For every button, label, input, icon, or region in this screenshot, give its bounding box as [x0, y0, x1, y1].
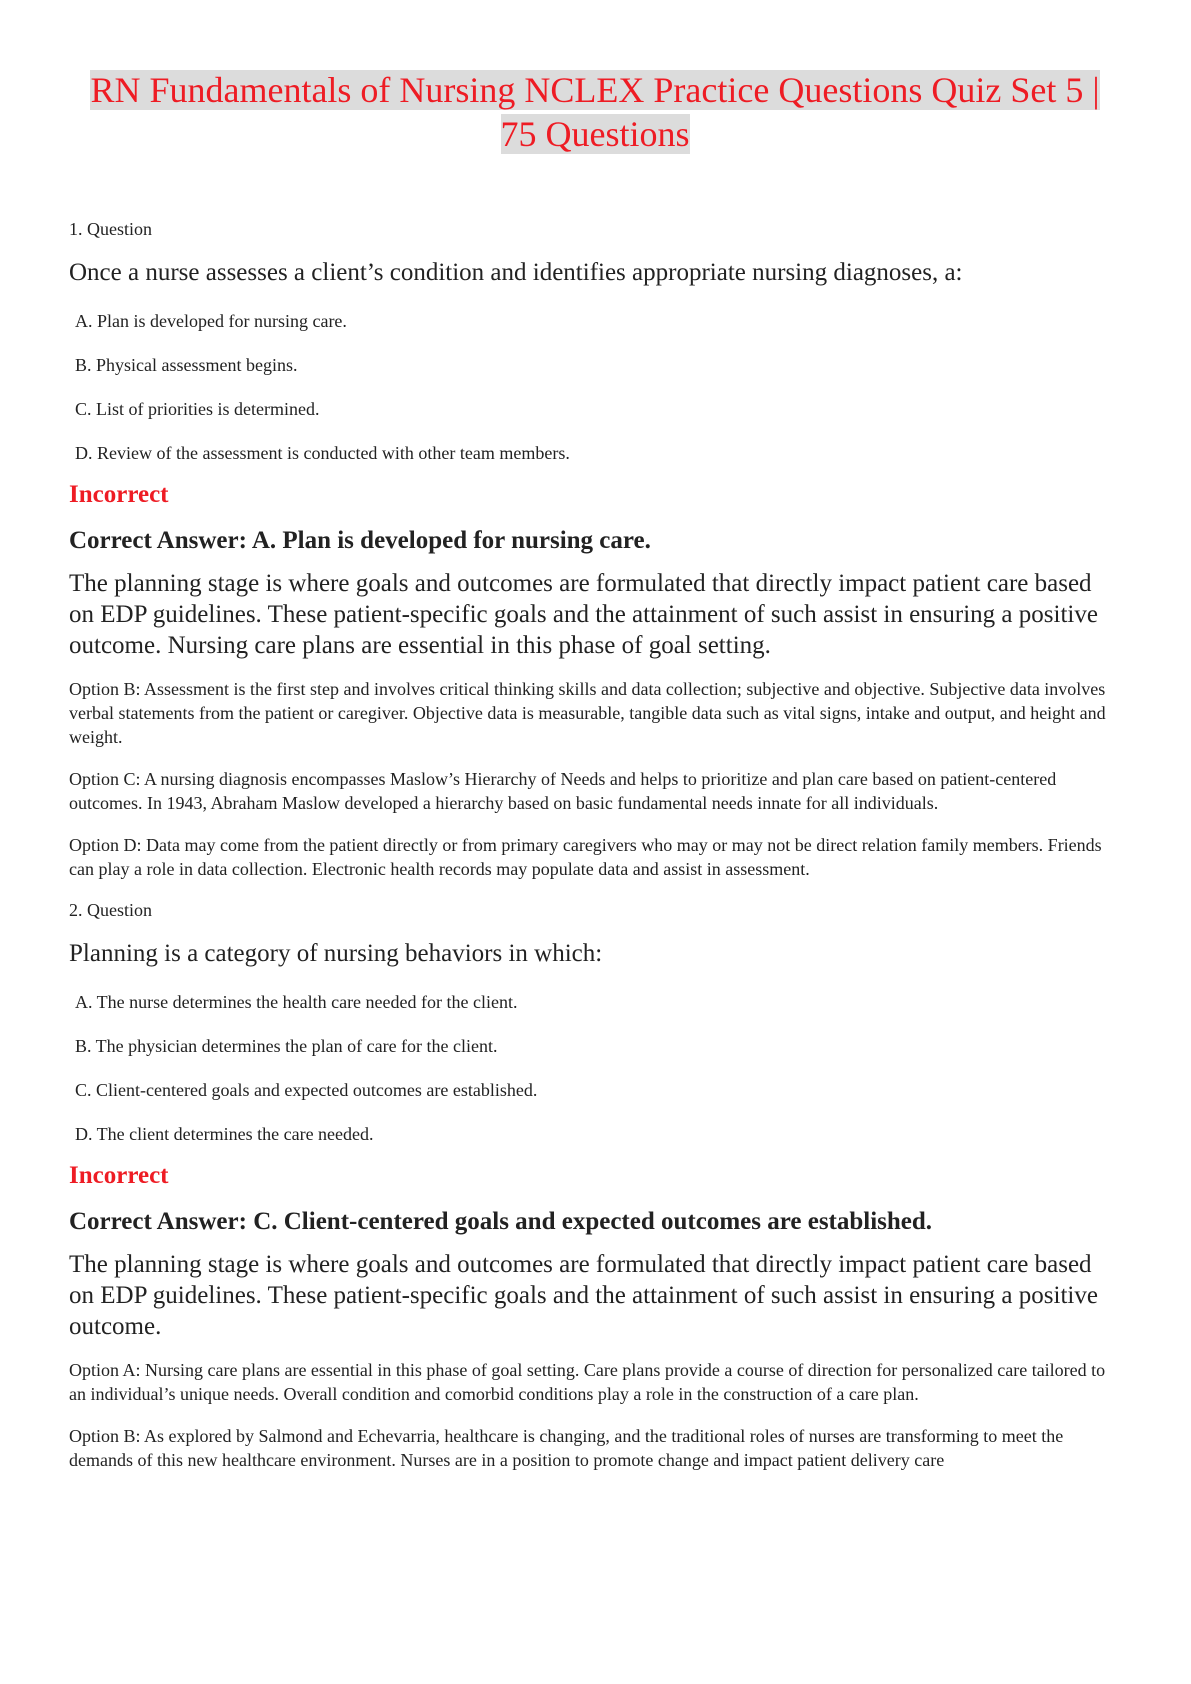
correct-answer: Correct Answer: A. Plan is developed for nursing care.: [69, 527, 651, 554]
option-rationale: Option D: Data may come from the patient directly or from primary caregivers who may or may not be direct relation family members. Friends can play a role in data collection. Electronic health records may populate data and assist in assessment.: [69, 835, 1102, 879]
question-block-1: [69, 218, 1121, 881]
title-container: [69, 0, 1121, 156]
correct-answer: Correct Answer: C. Client-centered goals and expected outcomes are established.: [69, 1208, 933, 1235]
option-b: B. Physical assessment begins.: [75, 355, 298, 375]
option-rationale: Option A: Nursing care plans are essential in this phase of goal setting. Care plans provide a course of direction for personalized care tailored to an individual’s unique needs. Overall condition and comorbid conditions play a role in the construction of a care plan.: [69, 1360, 1106, 1404]
option-list: [69, 310, 1121, 464]
answer-explanation: The planning stage is where goals and outcomes are formulated that directly impact patient care based on EDP guidelines. These patient-specific goals and the attainment of such assist in ensuring a positive outcome. Nursing care plans are essential in this phase of goal setting.: [69, 570, 1098, 659]
option-c: C. Client-centered goals and expected outcomes are established.: [75, 1080, 538, 1100]
question-text: Planning is a category of nursing behaviors in which:: [69, 940, 603, 967]
option-list: [69, 991, 1121, 1145]
document-title: RN Fundamentals of Nursing NCLEX Practice Questions Quiz Set 5 | 75 Questions: [90, 70, 1100, 154]
option-rationale: Option C: A nursing diagnosis encompasses Maslow’s Hierarchy of Needs and helps to prioritize and plan care based on patient-centered outcomes. In 1943, Abraham Maslow developed a hierarchy based on basic fundamental needs innate for all individuals.: [69, 769, 1057, 813]
option-c: C. List of priorities is determined.: [75, 399, 320, 419]
option-rationale: Option B: As explored by Salmond and Echevarria, healthcare is changing, and the traditional roles of nurses are transforming to meet the demands of this new healthcare environment. Nurses are in a position to promote change and impact patient delivery care: [69, 1426, 1064, 1470]
question-label: 2. Question: [69, 900, 152, 920]
question-text: Once a nurse assesses a client’s condition and identifies appropriate nursing diagnoses, a:: [69, 259, 963, 286]
answer-status: Incorrect: [69, 481, 169, 508]
option-a: A. The nurse determines the health care needed for the client.: [75, 992, 518, 1012]
option-rationale: Option B: Assessment is the first step and involves critical thinking skills and data collection; subjective and objective. Subjective data involves verbal statements from the patient or caregiver. Objective data is measurable, tangible data such as vital signs, intake and output, and height and weight.: [69, 679, 1106, 747]
question-block-2: [69, 899, 1121, 1472]
option-b: B. The physician determines the plan of care for the client.: [75, 1036, 498, 1056]
option-d: D. The client determines the care needed.: [75, 1124, 374, 1144]
option-a: A. Plan is developed for nursing care.: [75, 311, 347, 331]
question-label: 1. Question: [69, 219, 152, 239]
option-d: D. Review of the assessment is conducted with other team members.: [75, 443, 570, 463]
answer-explanation: The planning stage is where goals and outcomes are formulated that directly impact patient care based on EDP guidelines. These patient-specific goals and the attainment of such assist in ensuring a positive outcome.: [69, 1251, 1098, 1340]
answer-status: Incorrect: [69, 1162, 169, 1189]
